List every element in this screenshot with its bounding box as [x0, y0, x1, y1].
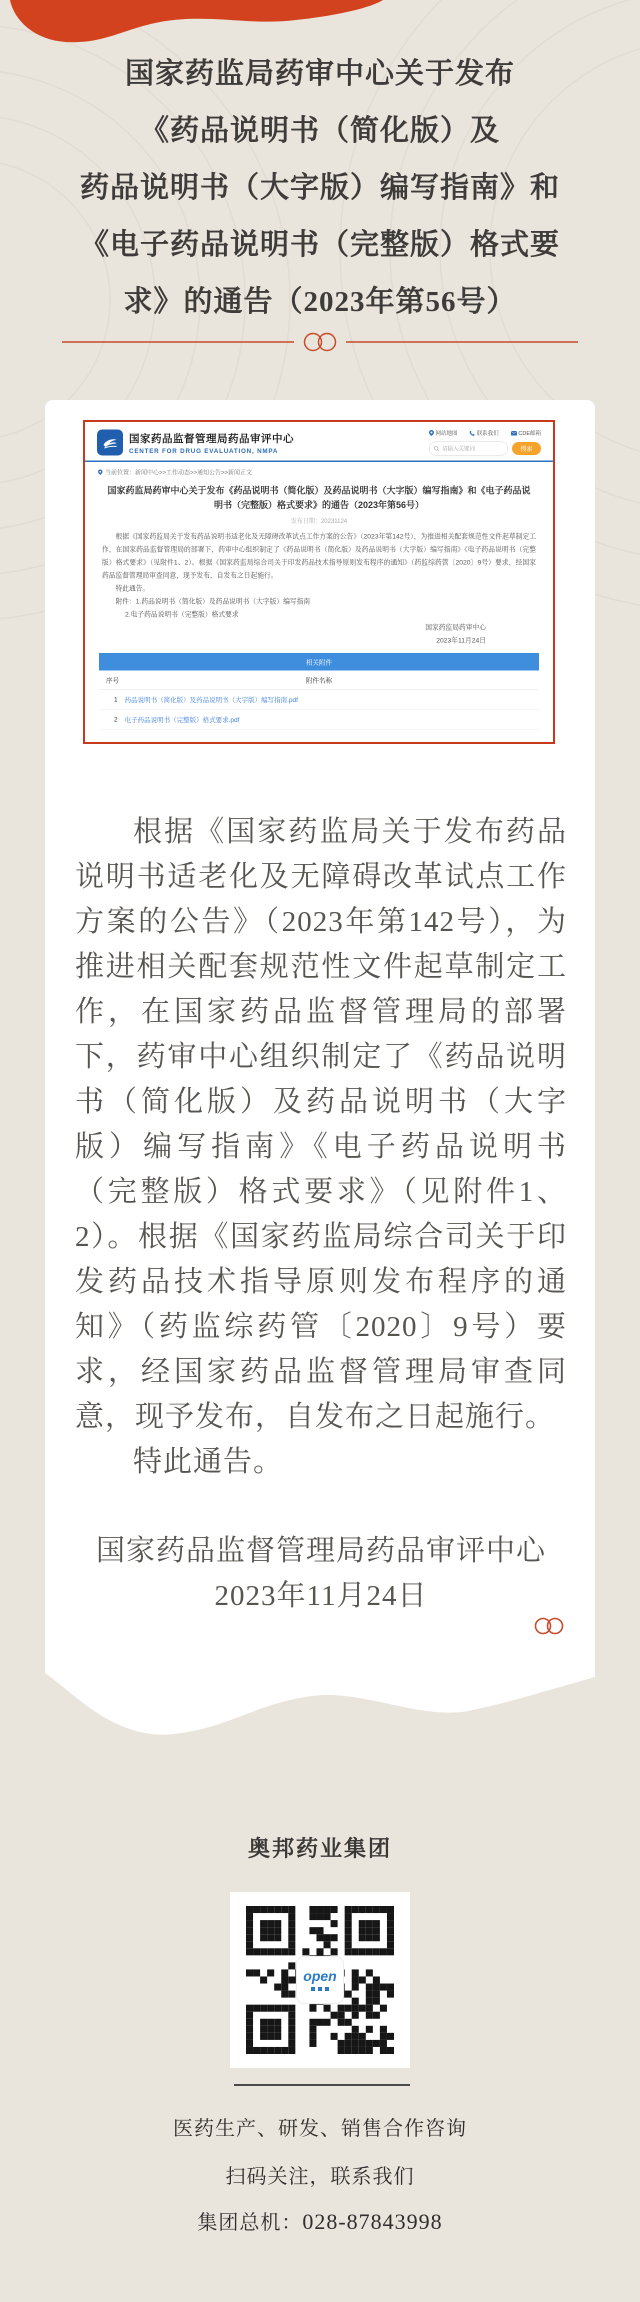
- column-filename: 附件名称: [305, 676, 332, 684]
- table-row: [99, 710, 539, 730]
- cde-mail-link-label: CDE邮箱: [518, 430, 541, 437]
- contact-us-link[interactable]: [470, 429, 499, 437]
- cde-mail-link[interactable]: [511, 429, 541, 437]
- page-title-line: 求》的通告（2023年第56号）: [123, 286, 517, 318]
- notice-closing: 特此通告。: [115, 584, 150, 592]
- breadcrumb-text: 当前位置：新闻中心>>工作动态>>通知公告>>新闻正文: [105, 469, 253, 476]
- notice-sign-date: 2023年11月24日: [436, 636, 486, 644]
- footer-services-line: 医药生产、研发、销售合作咨询: [173, 2118, 467, 2140]
- cde-site-name: 国家药品监督管理局药品审评中心: [129, 432, 294, 445]
- qr-code-box: [230, 1892, 410, 2068]
- row-serial: 1: [114, 695, 118, 703]
- search-input[interactable]: [429, 442, 508, 456]
- phone-icon: [470, 430, 476, 436]
- article-paragraph: 根据《国家药监局关于发布药品说明书适老化及无障碍改革试点工作方案的公告》（2023年第142号），为推进相关配套规范性文件起草制定工作，在国家药品监督管理局的部署下，药审中心组织制定了《药品说明书（简化版）及药品说明书（大字版）编写指南》《电子药品说明书（完整版）格式要求》（见附件1、2）。根据《国家药监局综合司关于印发药品技术指导原则发布程序的通知》（药监综药管〔2020〕9号）要求，经国家药品监督管理局审查同意，现予发布，自发布之日起施行。: [75, 816, 567, 1433]
- qr-center-logo: [296, 1956, 344, 2004]
- attachments-table-header: 相关附件: [99, 653, 539, 671]
- cde-swan-icon: [101, 433, 120, 452]
- page-title-line: 国家药监局药审中心关于发布: [124, 58, 515, 90]
- notice-signature: 国家药监局药审中心: [425, 623, 486, 631]
- page-title-line: 《电子药品说明书（完整版）格式要: [79, 229, 560, 261]
- cde-website-screenshot: [83, 420, 555, 744]
- cde-site-titles: [129, 430, 294, 454]
- mail-icon: [511, 431, 517, 436]
- title-divider-double-circle-icon: [0, 331, 640, 353]
- page-title: [0, 46, 640, 331]
- attachments-table-columns: [99, 671, 539, 690]
- cde-top-links: [429, 429, 541, 437]
- breadcrumb[interactable]: [85, 462, 553, 480]
- qr-logo-wordmark: open: [303, 1968, 337, 1984]
- phone-label: 集团总机：: [197, 2212, 303, 2234]
- search-button[interactable]: 搜索: [512, 442, 541, 455]
- page-title-line: 《药品说明书（简化版）及: [139, 115, 500, 147]
- footer-follow-line: 扫码关注，联系我们: [225, 2166, 415, 2188]
- article-signature: 国家药品监督管理局药品审评中心: [95, 1535, 546, 1567]
- company-name: 奥邦药业集团: [247, 1836, 392, 1861]
- notice-title: 国家药监局药审中心关于发布《药品说明书（简化版）及药品说明书（大字版）编写指南》和《电子药品说明书（完整版）格式要求》的通告（2023年第56号）: [107, 485, 531, 510]
- table-row: [99, 690, 539, 710]
- cde-site-header: [85, 422, 553, 462]
- contact-us-link-label: 联系我们: [476, 430, 499, 437]
- cde-site-name-en: CENTER FOR DRUG EVALUATION, NMPA: [129, 447, 279, 455]
- footer-phone-line: [0, 2206, 640, 2235]
- column-serial: 序号: [106, 676, 120, 684]
- sitemap-link-label: 网站地图: [435, 430, 458, 437]
- end-double-circle-icon: [529, 1616, 569, 1636]
- attachment-line-2: 2.电子药品说明书（完整版）格式要求: [124, 610, 239, 618]
- publish-date: 发布日期：20231124: [290, 517, 348, 525]
- footer-divider: [234, 2084, 410, 2086]
- location-pin-icon: [429, 430, 434, 436]
- page-title-line: 药品说明书（大字版）编写指南》和: [79, 172, 560, 204]
- attachment-pdf-link[interactable]: 药品说明书（简化版）及药品说明书（大字版）编写指南.pdf: [124, 696, 298, 704]
- notice-paragraph: 根据《国家药监局关于发布药品说明书适老化及无障碍改革试点工作方案的公告》（2023年第142号），为推进相关配套规范性文件起草制定工作，在国家药品监督管理局的部署下，药审中心组织制定了《药品说明书（简化版）及药品说明书（大字版）编写指南》《电子药品说明书（完整版）格式要求》（见附件1、2）。根据《国家药监局综合司关于印发药品技术指导原则发布程序的通知》（药监综药管〔2020〕9号）要求，经国家药品监督管理局审查同意，现予发布，自发布之日起施行。: [102, 532, 536, 579]
- content-card: [45, 400, 595, 1660]
- cde-logo: [97, 429, 123, 455]
- attachment-line-1: 附件：1.药品说明书（简化版）及药品说明书（大字版）编写指南: [115, 597, 311, 605]
- article-body: [75, 810, 567, 1619]
- article-closing: 特此通告。: [133, 1446, 284, 1478]
- phone-number: 028-87843998: [302, 2209, 443, 2234]
- search-icon: [434, 446, 440, 452]
- location-pin-icon: [98, 470, 103, 476]
- row-serial: 2: [114, 715, 118, 723]
- notice-body: [102, 530, 536, 647]
- attachment-pdf-link[interactable]: 电子药品说明书（完整版）格式要求.pdf: [124, 716, 240, 724]
- attachments-table: [99, 653, 539, 730]
- search-placeholder: 请输入关键词: [442, 446, 475, 452]
- sitemap-link[interactable]: [429, 429, 458, 437]
- card-bottom-wave: [0, 1659, 640, 1751]
- qr-logo-dots-decoration: [311, 1987, 329, 1991]
- article-date: 2023年11月24日: [214, 1580, 428, 1612]
